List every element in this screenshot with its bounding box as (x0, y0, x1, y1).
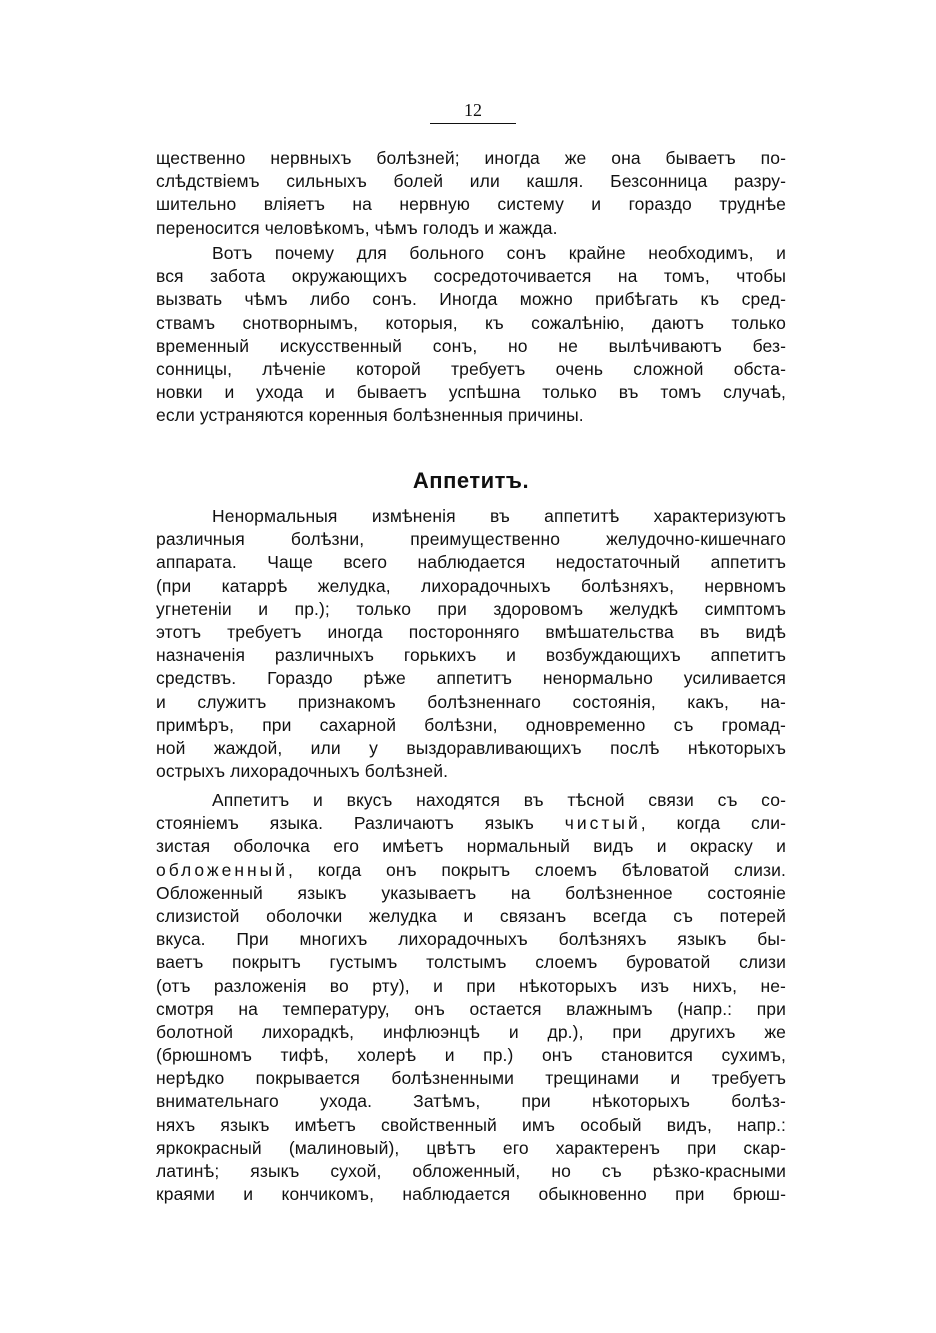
text-line: и служитъ признакомъ болѣзненнаго состоянія, какъ, на- (156, 691, 786, 712)
text-line: назначенія различныхъ горькихъ и возбуждающихъ аппетитъ (156, 645, 786, 666)
text-line: яркокрасный (малиновый), цвѣтъ его характеренъ при скар- (156, 1137, 786, 1158)
text-line: ствамъ снотворнымъ, которыя, къ сожалѣнію, даютъ только (156, 312, 786, 333)
text-line: слизистой оболочки желудка и связанъ всегда съ потерей (156, 905, 786, 926)
text-line: ваетъ покрытъ густымъ толстымъ слоемъ буроватой слизи (156, 952, 786, 973)
text-line: краями и кончикомъ, наблюдается обыкновенно при брюш- (156, 1184, 786, 1205)
paragraph-continuation (156, 147, 786, 240)
text-line: няхъ языкъ имѣетъ свойственный имъ особый видъ, напр.: (156, 1114, 786, 1135)
text-line: острыхъ лихорадочныхъ болѣзней. (156, 761, 449, 782)
text-line: (брюшномъ тифѣ, холерѣ и пр.) онъ становится сухимъ, (156, 1045, 786, 1066)
text-line: нерѣдко покрывается болѣзненными трещинами и требуетъ (156, 1068, 786, 1089)
text-line: этотъ требуетъ иногда посторонняго вмѣшательства въ видѣ (156, 621, 786, 642)
text-line: латинѣ; языкъ сухой, обложенный, но съ рѣзко-красными (156, 1161, 786, 1181)
text-line: щественно нервныхъ болѣзней; иногда же она бываетъ по- (156, 148, 786, 168)
text-line: вызвать чѣмъ либо сонъ. Иногда можно прибѣгать къ сред- (156, 289, 786, 310)
text-line: новки и ухода и бываетъ успѣшна только въ томъ случаѣ, (156, 382, 786, 403)
text-segment: , когда онъ покрытъ слоемъ бѣловатой слизи. (288, 859, 786, 880)
text-line: если устраняются коренныя болѣзненныя причины. (156, 405, 584, 426)
text-line (156, 812, 786, 835)
page-number: 12 (464, 100, 482, 120)
text-line: (отъ разложенія во рту), и при нѣкоторыхъ изъ нихъ, не- (156, 975, 786, 996)
emphasized-term: обложенный (156, 859, 289, 880)
page-number-rule (430, 123, 516, 124)
text-line: болотной лихорадкѣ, инфлюэнцѣ и др.), при другихъ же (156, 1021, 786, 1042)
text-line: угнетеніи и пр.); только при здоровомъ желудкѣ симптомъ (156, 598, 786, 619)
text-line: вкуса. При многихъ лихорадочныхъ болѣзняхъ языкъ бы- (156, 929, 786, 950)
text-line: переносится человѣкомъ, чѣмъ голодъ и жажда. (156, 217, 558, 238)
text-line (156, 859, 786, 882)
text-line: зистая оболочка его имѣетъ нормальный видъ и окраску и (156, 836, 786, 857)
text-line: (при катаррѣ желудка, лихорадочныхъ болѣзняхъ, нервномъ (156, 575, 786, 596)
text-line: средствъ. Гораздо рѣже аппетитъ ненормально усиливается (156, 668, 786, 689)
text-line: различныя болѣзни, преимущественно желудочно-кишечнаго (156, 529, 786, 550)
section-heading: Аппетитъ. (412, 468, 530, 493)
text-line: Аппетитъ и вкусъ находятся въ тѣсной связи съ со- (212, 790, 786, 810)
text-line: слѣдствіемъ сильныхъ болей или кашля. Безсонница разру- (156, 171, 786, 192)
text-line: временный искусственный сонъ, но не вылѣчиваютъ без- (156, 335, 786, 356)
text-line: вся забота окружающихъ сосредоточивается на томъ, чтобы (156, 266, 786, 287)
paragraph-appetite (156, 505, 786, 783)
text-line: сонницы, лѣченіе которой требуетъ очень сложной обста- (156, 358, 786, 379)
text-line: Обложенный языкъ указываетъ на болѣзненное состояніе (156, 882, 786, 903)
text-segment: , когда сли- (640, 813, 786, 834)
text-line: Вотъ почему для больного сонъ крайне необходимъ, и (212, 243, 786, 263)
text-line: ной жаждой, или у выздоравливающихъ послѣ нѣкоторыхъ (156, 737, 786, 758)
text-line: примѣръ, при сахарной болѣзни, одновременно съ громад- (156, 714, 786, 735)
paragraph-sleep (156, 242, 786, 428)
text-line: шительно вліяетъ на нервную систему и гораздо труднѣе (156, 194, 786, 215)
text-line: внимательнаго ухода. Затѣмъ, при нѣкоторыхъ болѣз- (156, 1091, 786, 1112)
text-line: смотря на температуру, онъ остается влажнымъ (напр.: при (156, 998, 786, 1019)
emphasized-term: чистый (564, 813, 641, 834)
paragraph-tongue (156, 789, 786, 1206)
text-segment: стояніемъ языка. Различаютъ языкъ (156, 813, 565, 834)
text-line: аппарата. Чаще всего наблюдается недостаточный аппетитъ (156, 552, 786, 573)
text-line: Ненормальныя измѣненія въ аппетитѣ характеризуютъ (212, 506, 786, 526)
